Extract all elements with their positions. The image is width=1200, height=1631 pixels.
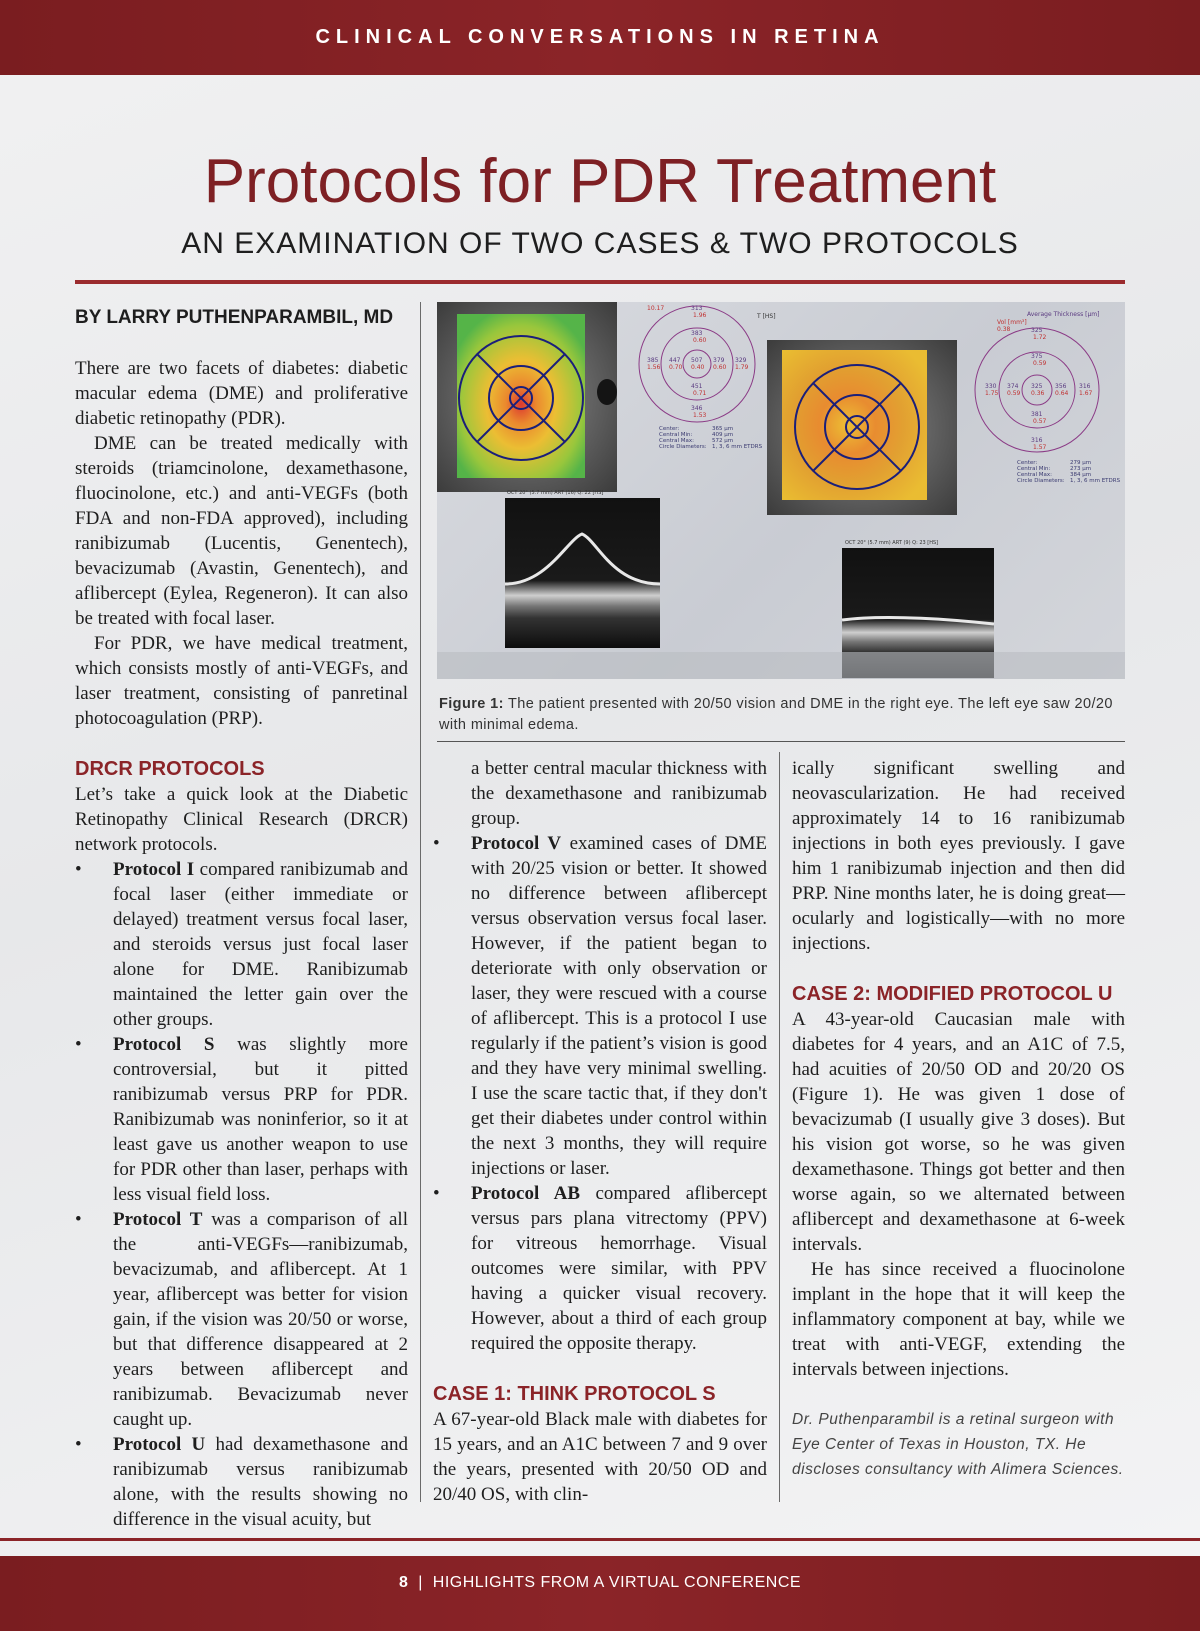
stat-value: 384 µm — [1070, 472, 1092, 478]
protocol-text: was slightly more controversial, but it pitted ranibizumab versus PRP for PDR. Ranibizumab was noninferior, so it at least gave us another weapon to use for PDR other than laser, perhaps with less visual field loss. — [113, 1034, 408, 1205]
footer-separator: | — [418, 1574, 423, 1591]
oct-label: OCT 20° (5.7 mm) ART (9) Q: 23 [HS] — [845, 540, 939, 546]
grid-value: 375 — [1031, 353, 1043, 360]
protocol-text: compared aflibercept versus pars plana vitrectomy (PPV) for vitreous hemorrhage. Visual outcomes were similar, with PPV having a quicker visual recovery. However, about a third of each group required the opposite therapy. — [471, 1183, 767, 1354]
grid-value: 0.60 — [713, 364, 727, 371]
grid-value: 313 — [691, 305, 703, 312]
grid-value: 10.17 — [647, 305, 665, 312]
grid-value: 329 — [735, 357, 747, 364]
stat-value: 1, 3, 6 mm ETDRS — [1070, 478, 1121, 484]
figure-rule — [437, 741, 1125, 742]
grid-value: 0.59 — [1033, 360, 1047, 367]
section-heading-drcr: DRCR PROTOCOLS — [75, 758, 265, 780]
grid-value: 374 — [1007, 383, 1019, 390]
grid-value: 325 — [1031, 383, 1043, 390]
grid-value: 385 — [647, 357, 659, 364]
protocol-list — [75, 857, 408, 1532]
stat-label: Circle Diameters: — [659, 444, 707, 450]
column-3 — [792, 756, 1125, 1382]
stat-value: 409 µm — [712, 432, 734, 438]
page-number: 8 — [398, 1574, 409, 1591]
header-banner — [0, 0, 1200, 75]
banner-text: CLINICAL CONVERSATIONS IN RETINA — [315, 26, 885, 48]
grid-value: 451 — [691, 383, 703, 390]
grid-value: 0.60 — [693, 337, 707, 344]
stat-value: 273 µm — [1070, 466, 1092, 472]
stat-label: Central Max: — [1017, 472, 1052, 478]
case2-paragraph: He has since received a fluocinolone implant in the hope that it will keep the inflammatory component at bay, while we treat with anti-VEGF, extending the intervals between injections. — [792, 1259, 1125, 1380]
scan-label: T [HS] — [757, 313, 776, 320]
protocol-list — [433, 756, 767, 1356]
publication-name: HIGHLIGHTS FROM A VIRTUAL CONFERENCE — [432, 1574, 802, 1591]
grid-value: Vol [mm³] — [997, 319, 1027, 326]
grid-value: 356 — [1055, 383, 1067, 390]
oct-label: OCT 20° (5.7 mm) ART (16) Q: 22 [HS] — [507, 490, 604, 496]
stat-label: Central Min: — [659, 432, 693, 438]
grid-value: 0.64 — [1055, 390, 1069, 397]
grid-value: 316 — [1079, 383, 1091, 390]
stat-label: Center: — [659, 426, 680, 432]
protocol-name: Protocol U — [113, 1434, 206, 1455]
caption-text: The patient presented with 20/50 vision and DME in the right eye. The left eye saw 20/20 with minimal edema. — [439, 696, 1113, 733]
figure-caption — [439, 694, 1125, 736]
protocol-text: a better central macular thickness with the dexamethasone and ranibizumab group. — [471, 758, 767, 829]
intro-paragraph: There are two facets of diabetes: diabetic macular edema (DME) and proliferative diabetic retinopathy (PDR). — [75, 358, 408, 429]
column-2 — [433, 756, 767, 1507]
footer-banner — [0, 1556, 1200, 1631]
figure-1-image — [437, 302, 1125, 679]
drcr-intro: Let’s take a quick look at the Diabetic Retinopathy Clinical Research (DRCR) network protocols. — [75, 784, 408, 855]
list-item-continued — [433, 756, 767, 831]
stat-value: 279 µm — [1070, 460, 1092, 466]
grid-value: 1.96 — [693, 312, 707, 319]
protocol-name: Protocol AB — [471, 1183, 581, 1204]
title-rule — [75, 280, 1125, 284]
byline: BY LARRY PUTHENPARAMBIL, MD — [75, 307, 394, 328]
grid-value: 1.72 — [1033, 334, 1047, 341]
column-divider-1 — [420, 302, 421, 1502]
stat-label: Circle Diameters: — [1017, 478, 1065, 484]
case2-paragraph: A 43-year-old Caucasian male with diabetes for 4 years, and an A1C of 7.5, had acuities of 20/50 OD and 20/20 OS (Figure 1). He was given 1 dose of bevacizumab (I usually give 3 doses). But his vision got worse, so he was given dexamethasone. Things got better and then worse again, so we alternated between aflibercept and dexamethasone at 6-week intervals. — [792, 1009, 1125, 1255]
case1-continued: ically significant swelling and neovascularization. He had received approximately 14 to 16 ranibizumab injections in both eyes previously. I gave him 1 ranibizumab injection and then did PRP. Nine months later, he is doing great—ocularly and logistically—with no more injections. — [792, 758, 1125, 954]
stat-value: 572 µm — [712, 438, 734, 444]
grid-value: 507 — [691, 357, 703, 364]
stat-value: 365 µm — [712, 426, 734, 432]
grid-value: 1.79 — [735, 364, 749, 371]
list-item — [433, 1181, 767, 1356]
grid-value: 0.36 — [1031, 390, 1045, 397]
grid-value: 381 — [1031, 411, 1043, 418]
grid-value: 325 — [1031, 327, 1043, 334]
stat-value: 1, 3, 6 mm ETDRS — [712, 444, 763, 450]
grid-title: Average Thickness [µm] — [1027, 311, 1100, 318]
list-item — [75, 1032, 408, 1207]
protocol-text: had dexamethasone and ranibizumab versus ranibizumab alone, with the results showing no difference in the visual acuity, but — [113, 1434, 408, 1530]
column-divider-2 — [779, 752, 780, 1502]
caption-label: Figure 1: — [439, 696, 504, 712]
section-heading-case1: CASE 1: THINK PROTOCOL S — [433, 1383, 716, 1405]
grid-value: 0.38 — [997, 326, 1011, 333]
intro-paragraph: DME can be treated medically with steroids (triamcinolone, dexamethasone, fluocinolone, etc.) and anti-VEGFs (both FDA and non-FDA approved), including ranibizumab (Lucentis, Genentech), bevacizumab (Avastin, Genentech), and aflibercept (Eylea, Regeneron). It can also be treated with focal laser. — [75, 433, 408, 629]
list-item — [75, 857, 408, 1032]
protocol-text: was a comparison of all the anti-VEGFs—ranibizumab, bevacizumab, and aflibercept. At 1 year, aflibercept was better for vision gain, if the vision was 20/50 or worse, but that difference disappeared at 2 years between aflibercept and ranibizumab. Bevacizumab never caught up. — [113, 1209, 408, 1430]
article-title: Protocols for PDR Treatment — [203, 147, 997, 216]
stat-label: Center: — [1017, 460, 1038, 466]
intro-paragraph: For PDR, we have medical treatment, which consists mostly of anti-VEGFs, and laser treatment, consisting of panretinal photocoagulation (PRP). — [75, 633, 408, 729]
list-item — [75, 1432, 408, 1532]
footer-rule — [0, 1538, 1200, 1541]
grid-value: 1.75 — [985, 390, 999, 397]
grid-value: 1.67 — [1079, 390, 1093, 397]
grid-value: 330 — [985, 383, 997, 390]
grid-value: 379 — [713, 357, 725, 364]
grid-value: 1.57 — [1033, 444, 1047, 451]
protocol-name: Protocol S — [113, 1034, 215, 1055]
grid-value: 0.70 — [669, 364, 683, 371]
stat-label: Central Max: — [659, 438, 694, 444]
grid-value: 1.56 — [647, 364, 661, 371]
grid-value: 316 — [1031, 437, 1043, 444]
protocol-name: Protocol V — [471, 833, 562, 854]
grid-value: 346 — [691, 405, 703, 412]
column-1 — [75, 356, 408, 1532]
stat-label: Central Min: — [1017, 466, 1051, 472]
grid-value: 447 — [669, 357, 681, 364]
protocol-text: compared ranibizumab and focal laser (either immediate or delayed) treatment versus focal laser, and steroids versus just focal laser alone for DME. Ranibizumab maintained the letter gain over the other groups. — [113, 859, 408, 1030]
oct-report-photo — [437, 302, 1125, 679]
grid-value: 1.53 — [693, 412, 707, 419]
section-heading-case2: CASE 2: MODIFIED PROTOCOL U — [792, 983, 1113, 1005]
grid-value: 0.59 — [1007, 390, 1021, 397]
list-item — [433, 831, 767, 1181]
protocol-name: Protocol I — [113, 859, 195, 880]
case1-paragraph: A 67-year-old Black male with diabetes for 15 years, and an A1C between 7 and 9 over the years, presented with 20/50 OD and 20/40 OS, with clin- — [433, 1409, 767, 1505]
grid-value: 383 — [691, 330, 703, 337]
grid-value: 0.71 — [693, 390, 707, 397]
article-subtitle: AN EXAMINATION OF TWO CASES & TWO PROTOCOLS — [181, 227, 1019, 260]
protocol-name: Protocol T — [113, 1209, 203, 1230]
list-item — [75, 1207, 408, 1432]
protocol-text: examined cases of DME with 20/25 vision or better. It showed no difference between aflibercept versus observation versus focal laser. However, if the patient began to deteriorate with only observation or laser, they were rescued with a course of aflibercept. This is a protocol I use regularly if the patient’s vision is good and they have very minimal swelling. I use the scare tactic that, if they don't get their diabetes under control within the next 3 months, they will require injections or laser. — [471, 833, 767, 1179]
author-bio: Dr. Puthenparambil is a retinal surgeon with Eye Center of Texas in Houston, TX. He discloses consultancy with Alimera Sciences. — [792, 1411, 1124, 1478]
grid-value: 0.40 — [691, 364, 705, 371]
grid-value: 0.57 — [1033, 418, 1047, 425]
